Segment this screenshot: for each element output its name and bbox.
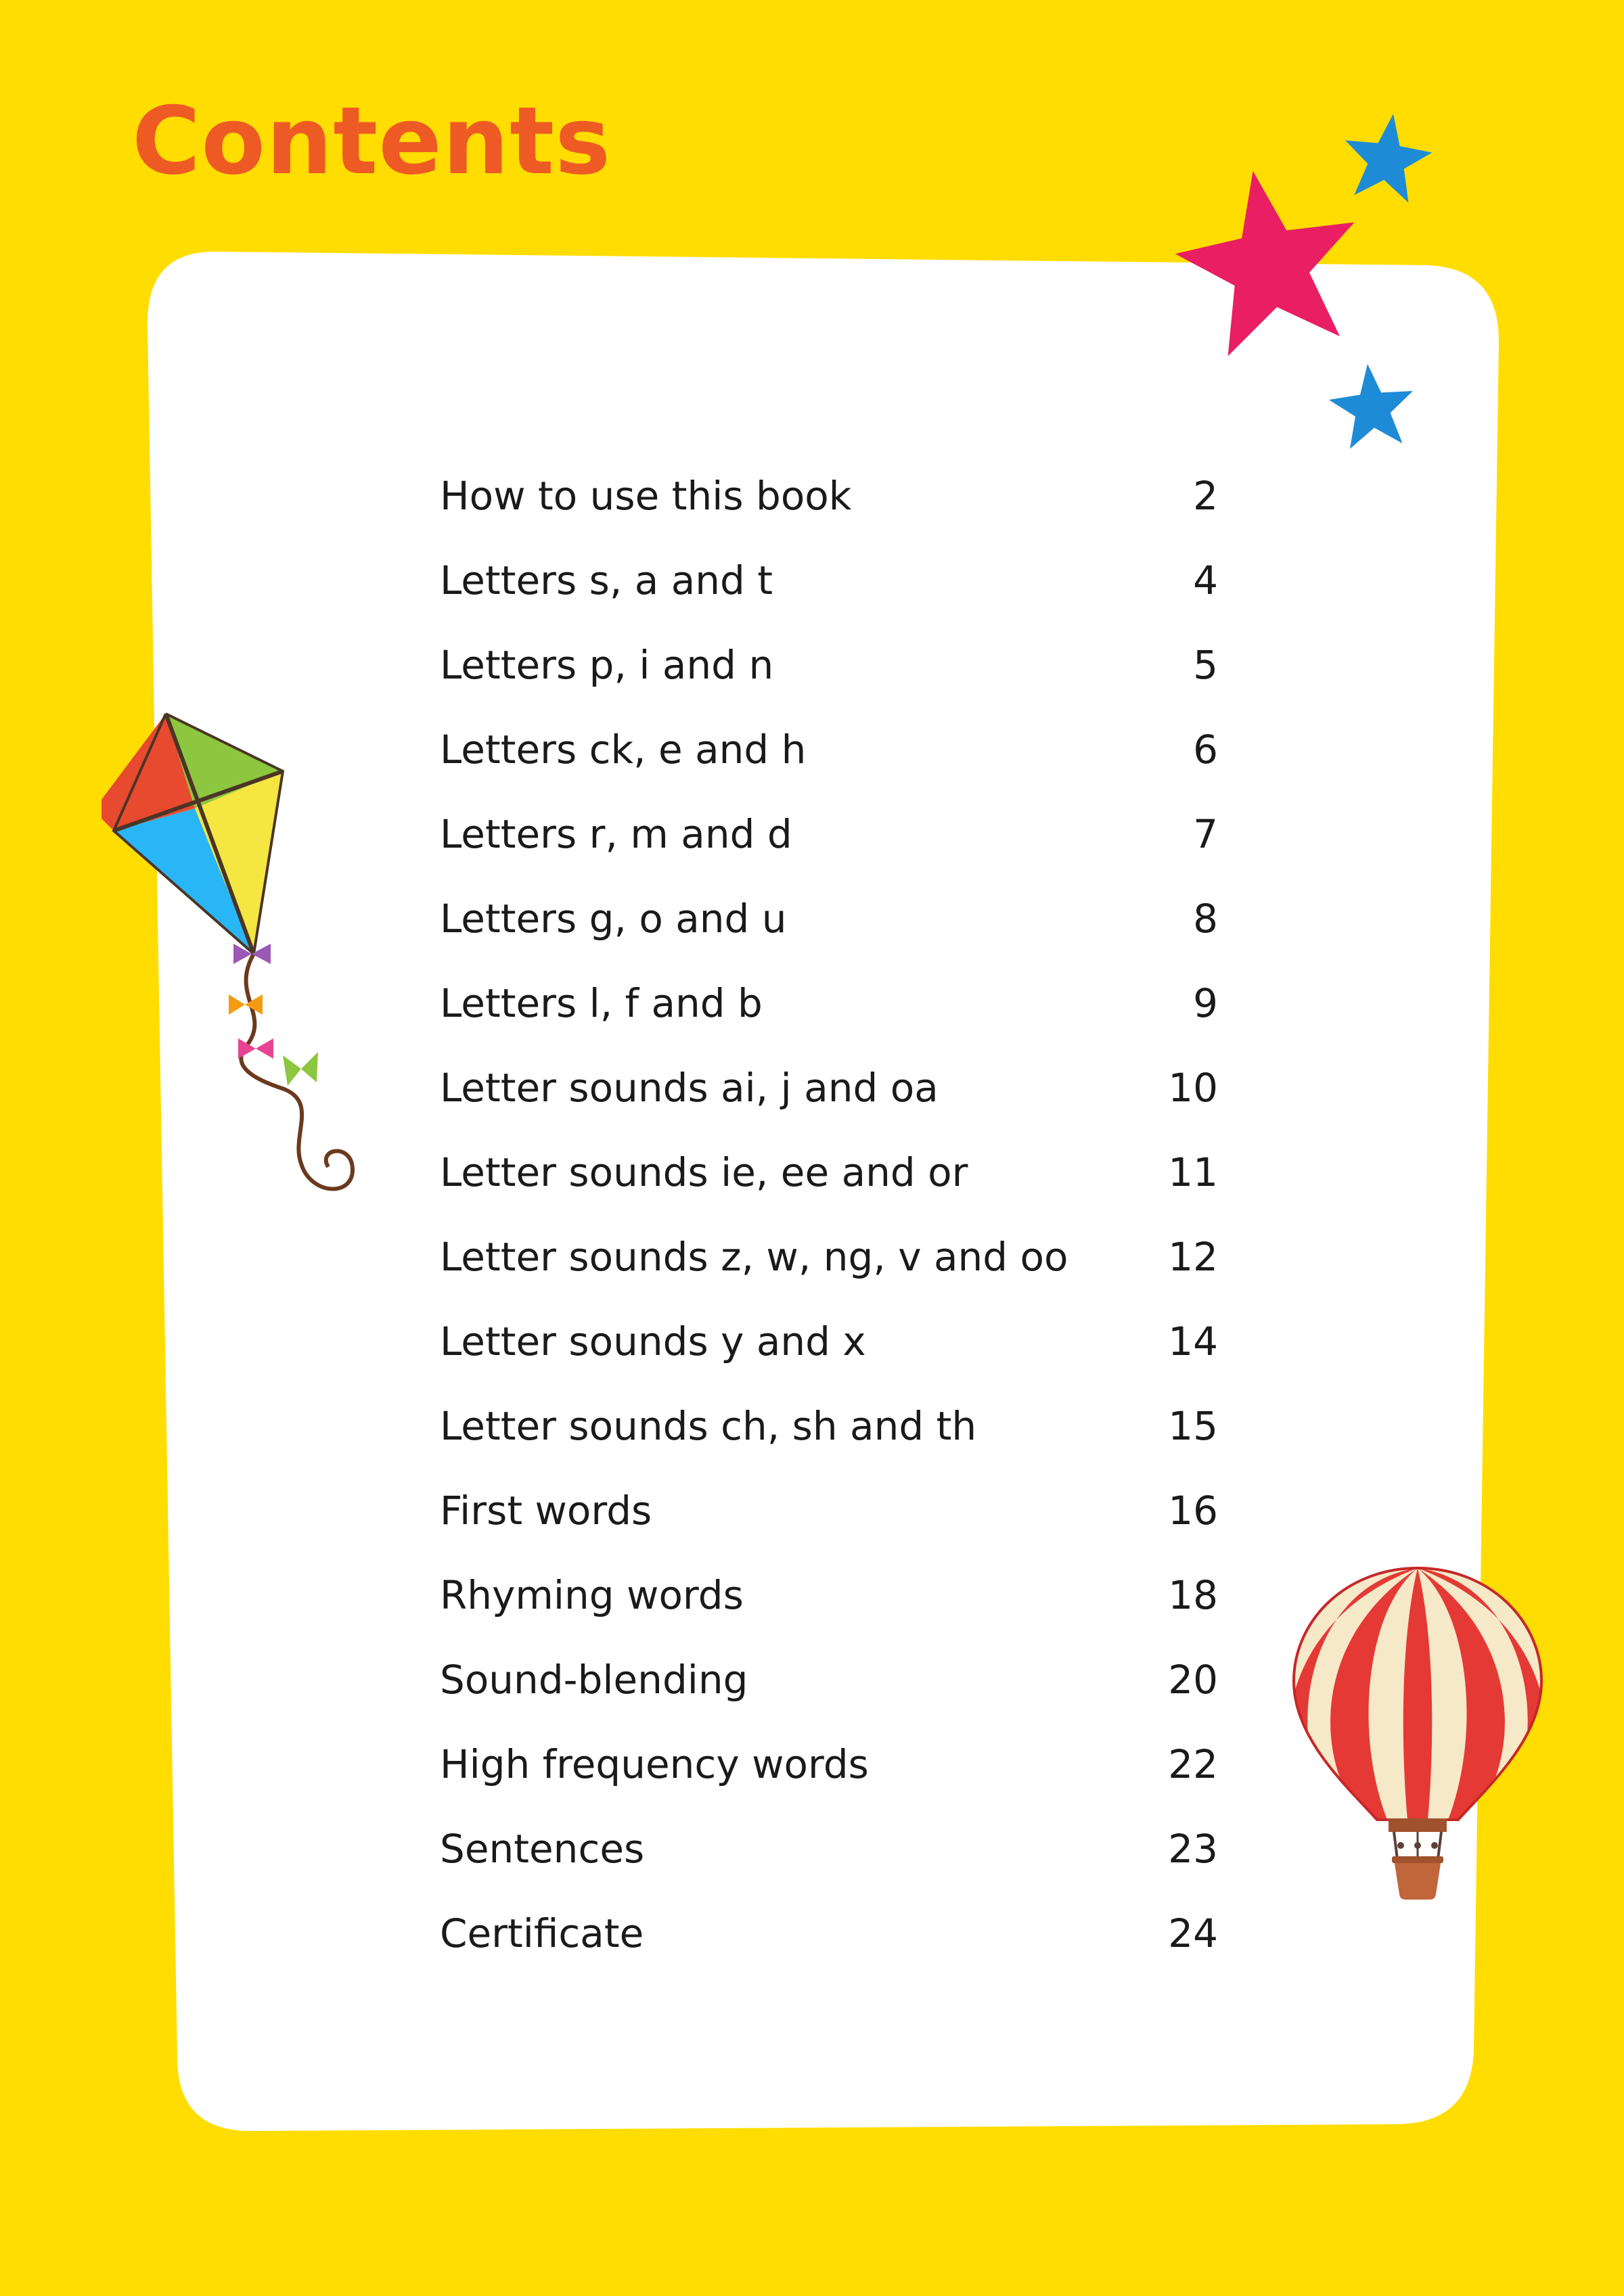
toc-entry-page-number: 2 — [1193, 472, 1218, 519]
toc-entry-page-number: 7 — [1193, 810, 1218, 857]
toc-entry-page-number: 20 — [1168, 1656, 1218, 1703]
toc-entry-label: How to use this book — [440, 472, 852, 519]
toc-entry-label: Letters g, o and u — [440, 895, 787, 942]
toc-entry — [440, 1637, 1218, 1722]
toc-entry — [440, 453, 1218, 538]
toc-entry-label: Rhyming words — [440, 1571, 744, 1618]
toc-entry-page-number: 23 — [1168, 1825, 1218, 1872]
toc-entry-label: Letters r, m and d — [440, 810, 792, 857]
star-icon — [1174, 162, 1363, 359]
toc-entry-label: Letters l, f and b — [440, 980, 763, 1026]
toc-entry-page-number: 15 — [1168, 1402, 1218, 1449]
toc-entry — [440, 1891, 1218, 1975]
toc-entry-page-number: 12 — [1168, 1233, 1218, 1280]
kite-icon — [102, 704, 372, 1211]
toc-entry — [440, 1214, 1218, 1299]
toc-entry-label: First words — [440, 1487, 652, 1534]
toc-entry-label: Letters ck, e and h — [440, 726, 807, 773]
star-icon — [1326, 362, 1418, 450]
toc-entry-page-number: 14 — [1168, 1318, 1218, 1364]
toc-entry-page-number: 22 — [1168, 1741, 1218, 1787]
toc-entry — [440, 876, 1218, 961]
table-of-contents — [440, 453, 1218, 1975]
toc-entry — [440, 1722, 1218, 1806]
toc-entry-page-number: 8 — [1193, 895, 1218, 942]
toc-entry-page-number: 10 — [1168, 1064, 1218, 1111]
toc-entry — [440, 538, 1218, 622]
toc-entry-label: Certificate — [440, 1910, 644, 1956]
toc-entry-page-number: 11 — [1168, 1149, 1218, 1195]
toc-entry — [440, 622, 1218, 707]
toc-entry-page-number: 4 — [1193, 557, 1218, 603]
toc-entry-page-number: 16 — [1168, 1487, 1218, 1534]
toc-entry-page-number: 24 — [1168, 1910, 1218, 1956]
toc-entry — [440, 1130, 1218, 1214]
toc-entry — [440, 1553, 1218, 1637]
toc-entry-label: Sentences — [440, 1825, 645, 1872]
toc-entry-label: Letter sounds y and x — [440, 1318, 866, 1364]
toc-entry-label: High frequency words — [440, 1741, 869, 1787]
toc-entry-label: Letter sounds ch, sh and th — [440, 1402, 977, 1449]
toc-entry-page-number: 18 — [1168, 1571, 1218, 1618]
toc-entry — [440, 961, 1218, 1045]
toc-entry-label: Letter sounds z, w, ng, v and oo — [440, 1233, 1068, 1280]
toc-entry-label: Sound-blending — [440, 1656, 748, 1703]
toc-entry — [440, 1045, 1218, 1130]
toc-entry-label: Letter sounds ie, ee and or — [440, 1149, 968, 1195]
page-title: Contents — [132, 87, 612, 196]
toc-entry-label: Letters p, i and n — [440, 641, 774, 688]
toc-entry — [440, 1299, 1218, 1383]
toc-entry — [440, 791, 1218, 876]
toc-entry-page-number: 6 — [1193, 726, 1218, 773]
toc-entry-label: Letters s, a and t — [440, 557, 773, 603]
toc-entry-label: Letter sounds ai, j and oa — [440, 1064, 939, 1111]
toc-entry — [440, 1383, 1218, 1468]
toc-entry-page-number: 5 — [1193, 641, 1218, 688]
toc-entry-page-number: 9 — [1193, 980, 1218, 1026]
toc-entry — [440, 1468, 1218, 1553]
toc-entry — [440, 1806, 1218, 1891]
toc-entry — [440, 707, 1218, 791]
hot-air-balloon-icon — [1286, 1556, 1550, 1908]
